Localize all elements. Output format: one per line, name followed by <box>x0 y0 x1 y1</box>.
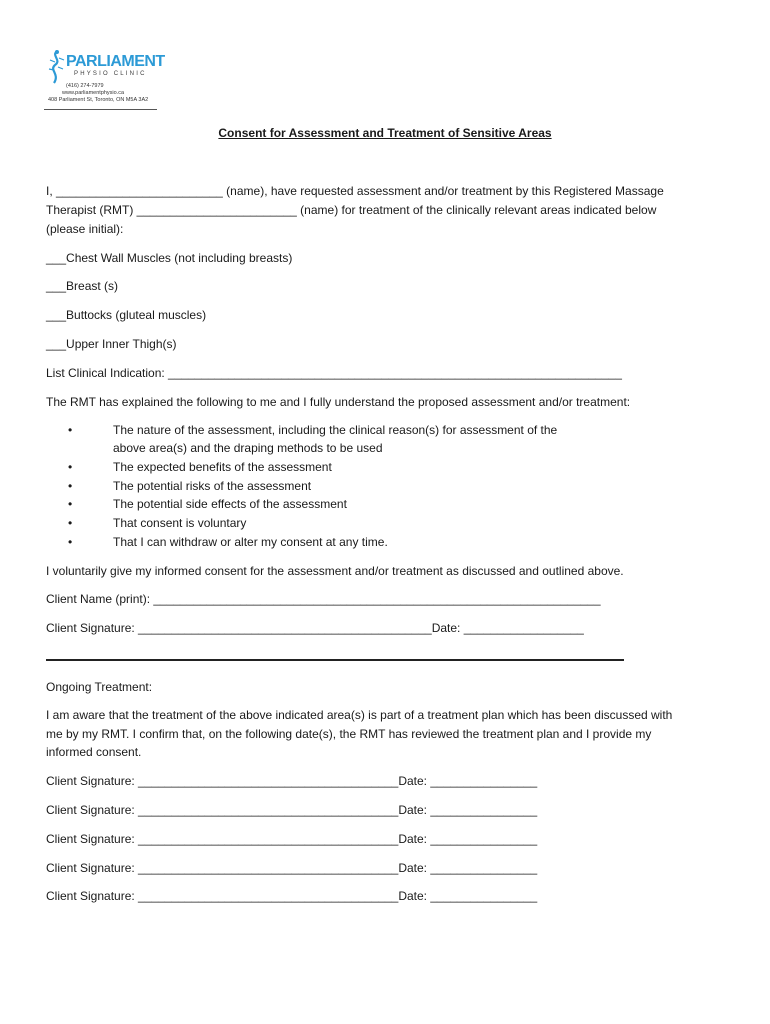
bullet-symbol: • <box>68 535 73 549</box>
ongoing-line-3: informed consent. <box>46 745 142 759</box>
clinic-address: 408 Parliament St, Toronto, ON M5A 3A2 <box>48 97 149 103</box>
ongoing-signature-line: Client Signature: _______________________________________Date: ________________ <box>46 889 538 903</box>
clinical-indication-field: List Clinical Indication: ____________________________________________________________________ <box>46 366 622 380</box>
ongoing-line-1: I am aware that the treatment of the above indicated area(s) is part of a treatment plan which has been discussed with <box>46 708 673 722</box>
consent-statement: I voluntarily give my informed consent for the assessment and/or treatment as discussed and outlined above. <box>46 564 624 578</box>
section-divider <box>46 659 624 661</box>
form-title: Consent for Assessment and Treatment of Sensitive Areas <box>218 126 552 140</box>
intro-line-1: I, _________________________ (name), have requested assessment and/or treatment by this Registered Massage <box>46 184 664 198</box>
bullet-symbol: • <box>68 460 73 474</box>
ongoing-signature-line: Client Signature: _______________________________________Date: ________________ <box>46 832 538 846</box>
client-signature-field: Client Signature: ____________________________________________Date: __________________ <box>46 621 584 635</box>
area-buttocks: ___Buttocks (gluteal muscles) <box>46 308 207 322</box>
bullet-symbol: • <box>68 497 73 511</box>
bullet-symbol: • <box>68 423 73 437</box>
clinic-phone: (416) 274-7979 <box>66 83 104 89</box>
area-upper-inner-thigh: ___Upper Inner Thigh(s) <box>46 337 177 351</box>
bullet-symbol: • <box>68 479 73 493</box>
header-rule <box>44 109 157 110</box>
logo-subtitle: PHYSIO CLINIC <box>74 71 147 77</box>
ongoing-signature-line: Client Signature: _______________________________________Date: ________________ <box>46 803 538 817</box>
bullet-item: That I can withdraw or alter my consent at any time. <box>113 535 388 549</box>
spine-logo-icon <box>46 50 68 84</box>
ongoing-line-2: me by my RMT. I confirm that, on the following date(s), the RMT has reviewed the treatment plan and I provide my <box>46 727 652 741</box>
clinic-website: www.parliamentphysio.ca <box>62 90 125 96</box>
bullet-symbol: • <box>68 516 73 530</box>
logo-name: PARLIAMENT <box>66 53 165 70</box>
bullet-item: The nature of the assessment, including the clinical reason(s) for assessment of the <box>113 423 558 437</box>
bullet-item: That consent is voluntary <box>113 516 247 530</box>
area-chest-wall: ___Chest Wall Muscles (not including breasts) <box>46 251 293 265</box>
ongoing-heading: Ongoing Treatment: <box>46 680 153 694</box>
explained-intro: The RMT has explained the following to me and I fully understand the proposed assessment and/or treatment: <box>46 395 631 409</box>
bullet-item-continued: above area(s) and the draping methods to be used <box>113 441 383 455</box>
bullet-item: The expected benefits of the assessment <box>113 460 332 474</box>
ongoing-signature-line: Client Signature: _______________________________________Date: ________________ <box>46 861 538 875</box>
bullet-item: The potential risks of the assessment <box>113 479 312 493</box>
ongoing-signature-line: Client Signature: _______________________________________Date: ________________ <box>46 774 538 788</box>
area-breast: ___Breast (s) <box>46 279 119 293</box>
intro-line-2: Therapist (RMT) ________________________ (name) for treatment of the clinically relevant areas indicated below <box>46 203 657 217</box>
clinic-logo <box>44 48 165 112</box>
intro-line-3: (please initial): <box>46 222 124 236</box>
bullet-item: The potential side effects of the assessment <box>113 497 347 511</box>
client-name-field: Client Name (print): ___________________________________________________________________ <box>46 592 601 606</box>
